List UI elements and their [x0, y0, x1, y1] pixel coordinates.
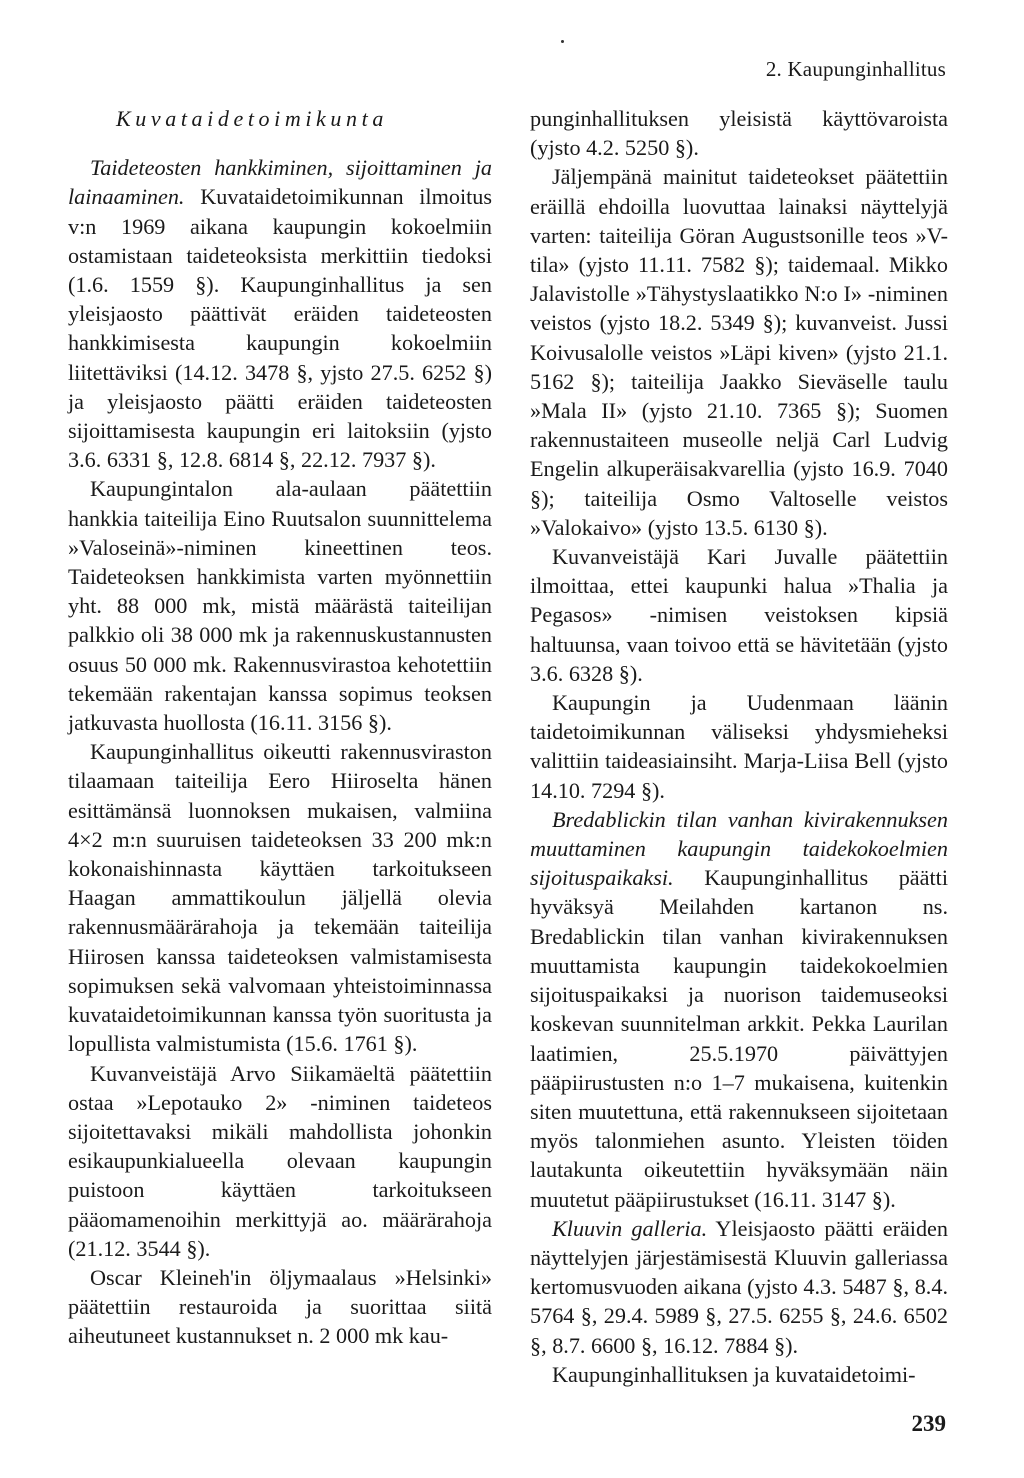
paragraph — [68, 737, 492, 1058]
paragraph-text: Kuvataidetoimikunnan ilmoitus v:n 1969 aikana kaupungin kokoelmiin ostamistaan taideteoksista merkittiin tiedoksi (1.6. 1559 §). Kaupunginhallitus ja sen yleisjaosto päättivät eräiden taideteosten hankkimisesta kaupungin kokoelmiin liitettäviksi (14.12. 3478 §, yjsto 27.5. 6252 §) ja yleisjaosto päätti eräiden taideteosten sijoittamisesta kaupungin eri laitoksiin (yjsto 3.6. 6331 §, 12.8. 6814 §, 22.12. 7937 §). — [68, 184, 492, 473]
paragraph — [530, 1360, 948, 1389]
running-header: 2. Kaupunginhallitus — [765, 57, 946, 81]
paragraph-heading: Taideteosten hankkiminen, sijoittaminen ja lainaaminen. — [68, 155, 492, 210]
paragraph-text: Yleisjaosto päätti eräiden näyttelyjen järjestämisestä Kluuvin galleriassa kertomusvuoden aikana (yjsto 4.3. 5487 §, 8.4. 5764 §, 29.4. 5989 §, 27.5. 6255 §, 24.6. 6502 §, 8.7. 6600 §, 16.12. 7884 §). — [530, 1215, 949, 1358]
paragraph-text: Kaupunginhallitus päätti hyväksyä Meilahden kartanon ns. Bredablickin tilan vanhan kivirakennuksen muuttamista kaupungin taidekokoelmien sijoituspaikaksi ja nuorison taidemuseoksi koskevan suunnitelman arkkit. Pekka Laurilan laatimien, 25.5.1970 päivättyjen pääpiirustusten n:o 1–7 mukaisena, kuitenkin siten muutettuna, että rakennukseen sijoitetaan myös talonmiehen asunto. Yleisten töiden lautakunta oikeutettiin hyväksymään näin muutetut pääpiirustukset (16.11. 3147 §). — [530, 865, 948, 1212]
paragraph — [530, 805, 948, 1214]
paragraph-heading: Kluuvin galleria. — [552, 1215, 708, 1241]
paragraph — [530, 688, 948, 805]
paragraph — [68, 1059, 492, 1263]
paragraph-text: Kaupunginhallituksen ja kuvataidetoimi- — [552, 1361, 916, 1387]
paragraph-text: punginhallituksen yleisistä käyttövaroista (yjsto 4.2. 5250 §). — [530, 106, 948, 161]
paragraph — [530, 1214, 948, 1360]
section-title: Kuvataidetoimikunta — [116, 106, 388, 131]
left-column — [68, 104, 492, 1351]
paragraph-text: Kaupunginhallitus oikeutti rakennusviraston tilaamaan taiteilija Eero Hiiroselta hänen esittämänsä luonnoksen mukaisen, valmiina 4×2 m:n suuruisen taideteoksen 33 200 mk:n kokonaishinnasta käyttäen tarkoitukseen Haagan ammattikoulun jäljellä olevia rakennusmäärärahoja ja tekemään taiteilija Hiirosen kanssa taideteoksen valmistamisesta sopimuksen sekä valvomaan yhteistoiminnassa kuvataidetoimikunnan kanssa työn suoritusta ja lopullista valmistumista (15.6. 1761 §). — [68, 739, 492, 1057]
paragraph — [530, 162, 948, 542]
paragraph-text: Oscar Kleineh'in öljymaalaus »Helsinki» päätettiin restauroida ja suorittaa siitä aiheutuneet kustannukset n. 2 000 mk kau- — [68, 1264, 492, 1349]
paragraph-text: Kuvanveistäjä Kari Juvalle päätettiin ilmoittaa, ettei kaupunki halua »Thalia ja Pegasos» -nimisen veistoksen kipsiä haltuunsa, vaan toivoo että se hävitetään (yjsto 3.6. 6328 §). — [530, 544, 948, 686]
paragraph — [68, 474, 492, 737]
paragraph — [68, 153, 492, 474]
paragraph-text: Kuvanveistäjä Arvo Siikamäeltä päätettiin ostaa »Lepotauko 2» -niminen taideteos sijoitettavaksi mikäli mahdollista johonkin esikaupunkialueella olevaan kaupungin puistoon käyttäen tarkoitukseen pääomamenoihin merkittyjä ao. määrärahoja (21.12. 3544 §). — [68, 1060, 492, 1261]
page-number: 239 — [911, 1411, 946, 1436]
paragraph — [530, 104, 948, 162]
paragraph — [530, 542, 948, 688]
paragraph — [68, 1263, 492, 1351]
stray-dot-mark — [561, 40, 564, 43]
paragraph-heading: Bredablickin tilan vanhan kivirakennuksen muuttaminen kaupungin taidekokoelmien sijoituspaikaksi. — [530, 806, 948, 891]
paragraph-text: Kaupungintalon ala-aulaan päätettiin hankkia taiteilija Eino Ruutsalon suunnittelema »Valoseinä»-niminen kineettinen teos. Taideteoksen hankkimista varten myönnettiin yht. 88 000 mk, mistä määrästä taiteilijan palkkio oli 38 000 mk ja rakennuskustannusten osuus 50 000 mk. Rakennusvirastoa kehotettiin tekemään rakentajan kanssa sopimus teoksen jatkuvasta huollosta (16.11. 3156 §). — [68, 476, 492, 736]
right-column — [530, 104, 948, 1389]
paragraph-text: Jäljempänä mainitut taideteokset päätettiin eräillä ehdoilla luovuttaa lainaksi näyttelyjä varten: taiteilija Göran Augustsonille teos »V-tila» (yjsto 11.11. 7582 §); taidemaal. Mikko Jalavistolle »Tähystyslaatikko N:o I» -niminen veistos (yjsto 18.2. 5349 §); kuvanveist. Jussi Koivusalolle veistos »Läpi kiven» (yjsto 21.1. 5162 §); taiteilija Jaakko Sieväselle taulu »Mala II» (yjsto 21.10. 7365 §); Suomen rakennustaiteen museolle neljä Carl Ludvig Engelin alkuperäisakvarellia (yjsto 16.9. 7040 §); taiteilija Osmo Valtoselle veistos »Valokaivo» (yjsto 13.5. 6130 §). — [530, 164, 948, 540]
paragraph-text: Kaupungin ja Uudenmaan läänin taidetoimikunnan väliseksi yhdysmieheksi valittiin taideasiainsiht. Marja-Liisa Bell (yjsto 14.10. 7294 §). — [530, 690, 948, 803]
